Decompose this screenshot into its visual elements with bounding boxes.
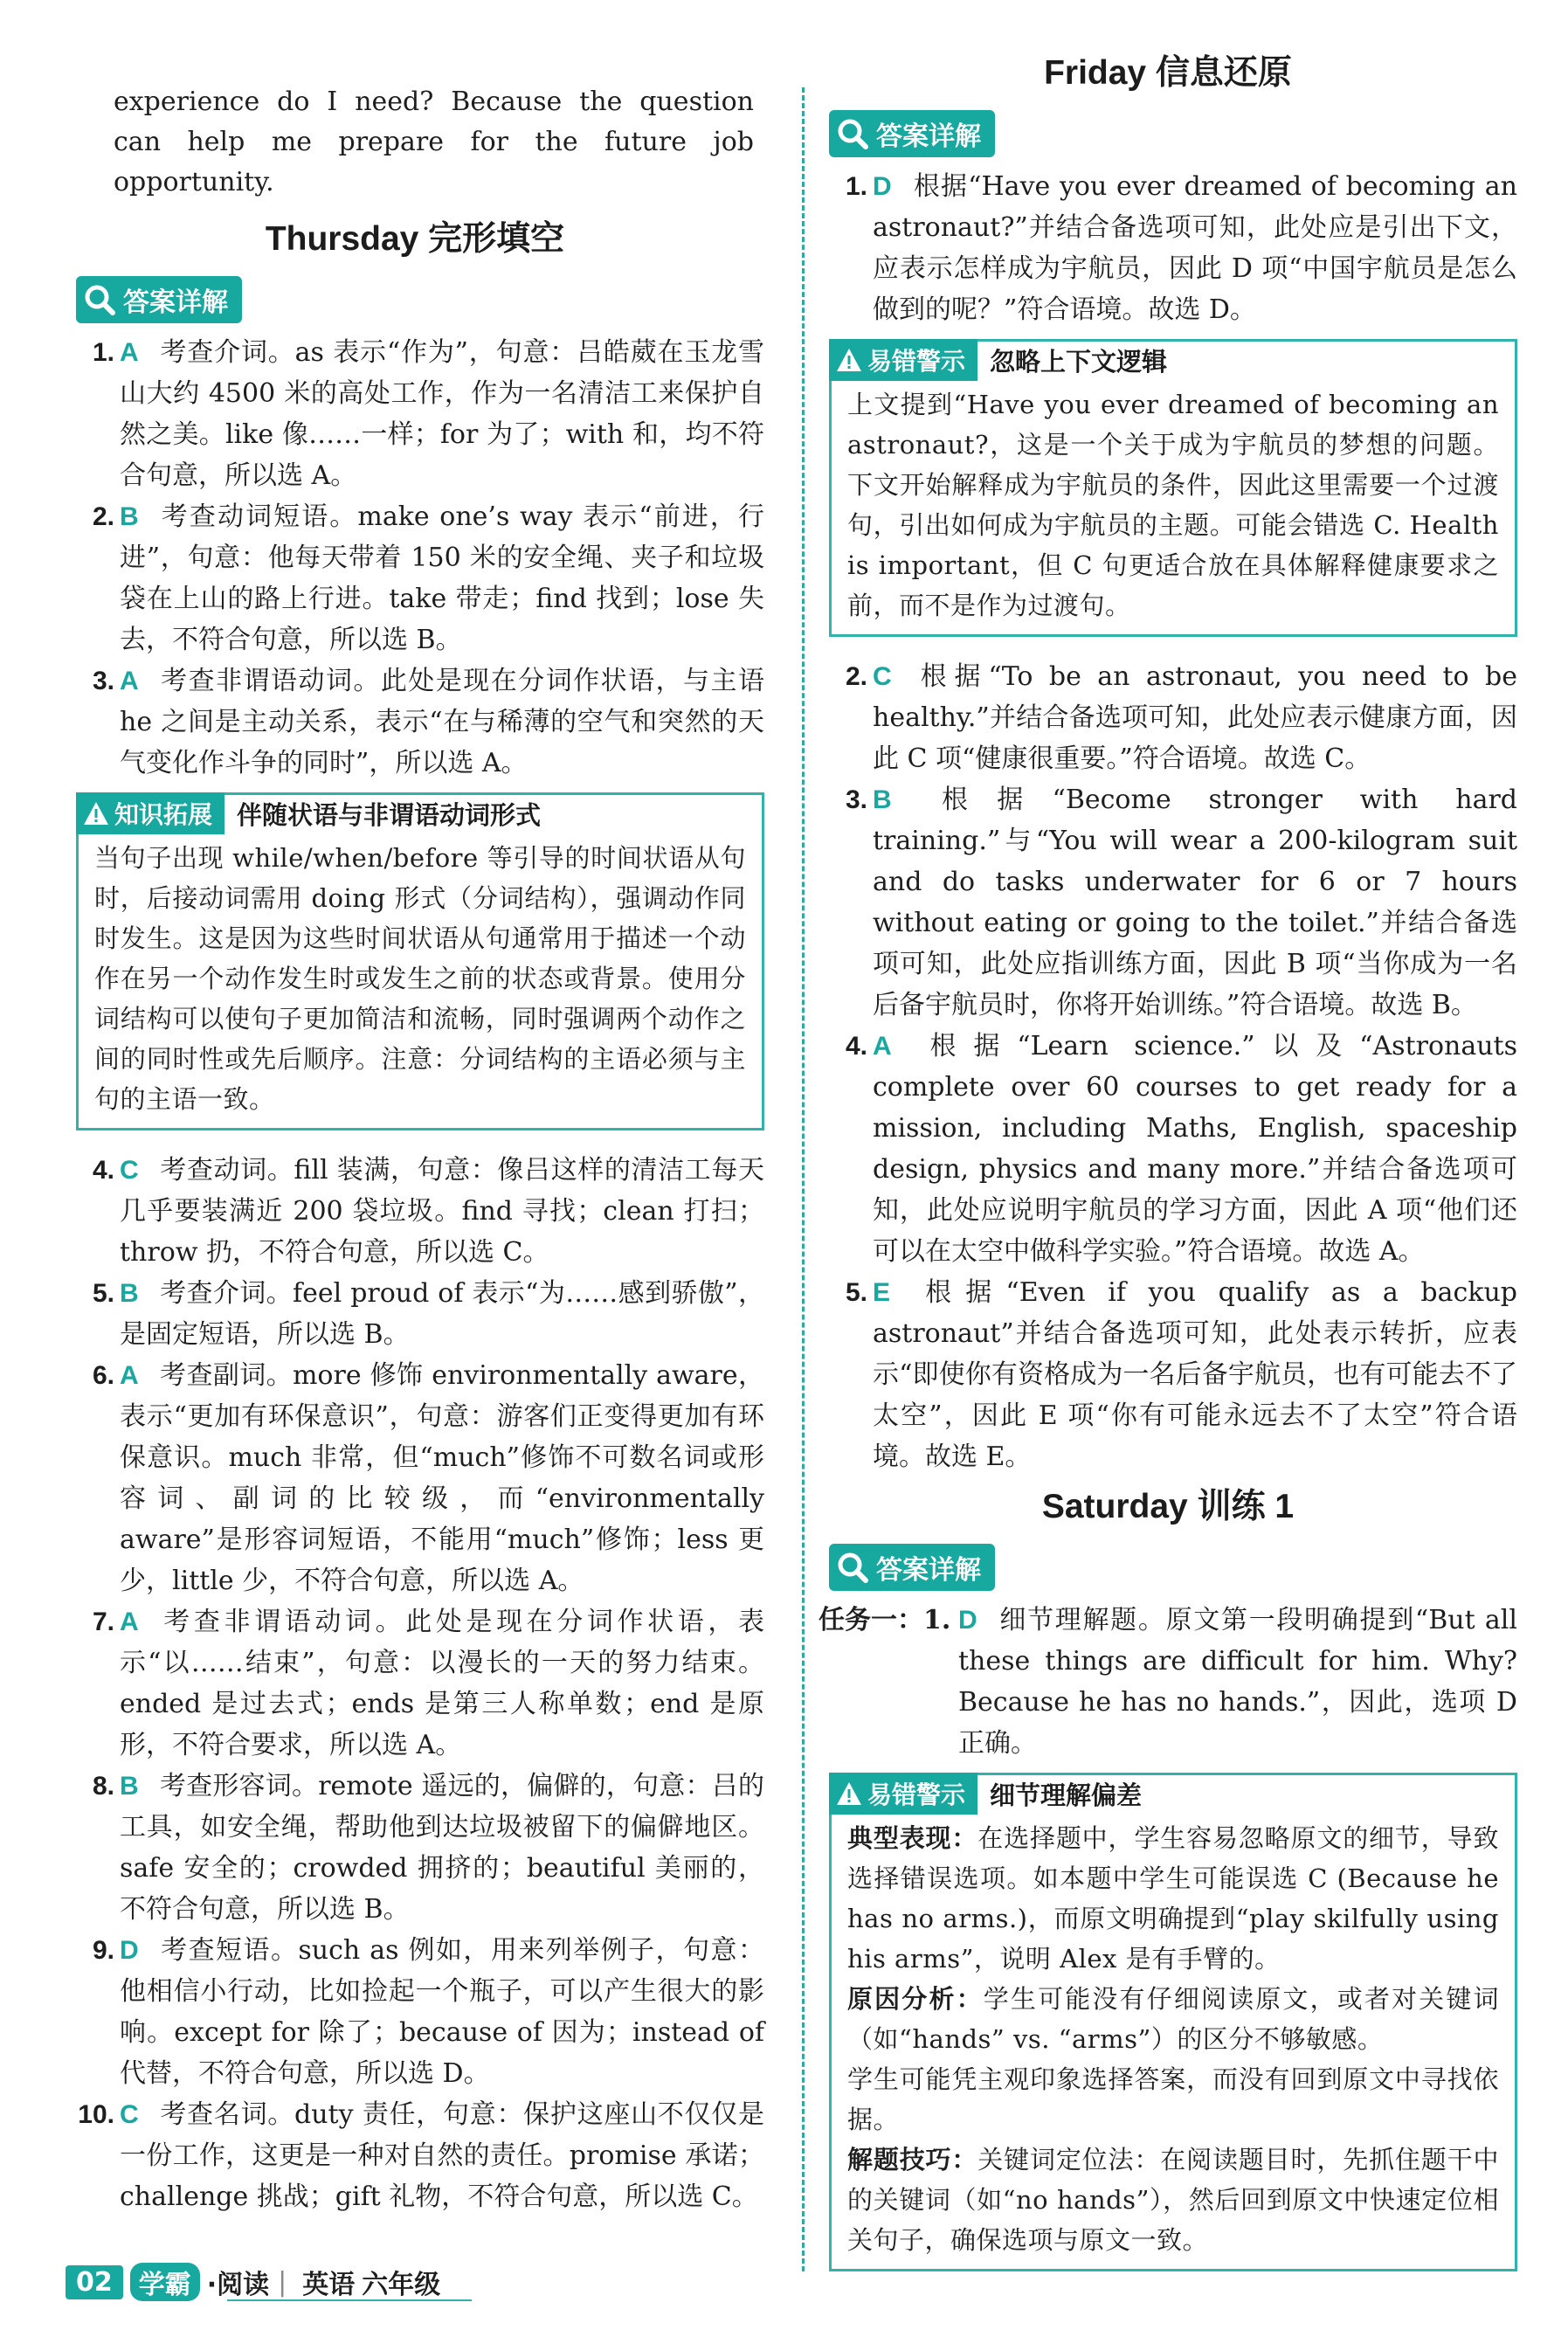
book-name: ·阅读 bbox=[206, 2270, 270, 2300]
explanation-text: 考查非谓语动词。此处是现在分词作状语，表示“以……结束”，句意：以漫长的一天的努力结束。ended 是过去式；ends 是第三人称单数；end 是原形，不符合要求，所以选 A。 bbox=[120, 1607, 764, 1760]
knowledge-box bbox=[76, 792, 764, 1130]
answer-letter: D bbox=[120, 1936, 139, 1965]
knowledge-tag: 知识拓展 bbox=[76, 792, 224, 834]
answer-letter: B bbox=[120, 1772, 139, 1801]
error-body-friday: 上文提到“Have you ever dreamed of becoming an astronaut?，这是一个关于成为宇航员的梦想的问题。下文开始解释成为宇航员的条件，因此这里需要一个过渡句，引出如何成为宇航员的主题。可能会错选 C. Health is important，但 C 句更适合放在具体解释健康要求之前，而不是作为过渡句。 bbox=[847, 390, 1499, 620]
brand-logo: 学霸 bbox=[130, 2263, 200, 2301]
item-number: 6. bbox=[92, 1361, 114, 1390]
left-column bbox=[66, 86, 764, 2217]
warning-icon bbox=[83, 800, 109, 826]
answer-badge-friday: 答案详解 bbox=[829, 110, 995, 157]
answer-item bbox=[76, 1273, 764, 1355]
answer-letter: D bbox=[873, 172, 892, 201]
error-title-friday: 忽略上下文逻辑 bbox=[990, 346, 1168, 377]
explanation-text: 根据“Learn science.”以及“Astronauts complete over 60 courses to get ready for a mission, including Maths, English, spaceship design, physics and many more.”并结合备选项可知，此处应说明宇航员的学习方面，因此 A 项“他们还可以在太空中做科学实验。”符合语境。故选 A。 bbox=[873, 1031, 1517, 1267]
answer-letter: A bbox=[120, 667, 139, 695]
item-number: 3. bbox=[845, 785, 867, 814]
task-text: 细节理解题。原文第一段明确提到“But all these things are difficult for him. Why? Because he has no hands.”，因此，选项 D 正确。 bbox=[958, 1605, 1517, 1759]
thursday-answers-b bbox=[66, 1150, 764, 2217]
answer-letter: E bbox=[873, 1278, 891, 1307]
explanation-text: 考查短语。such as 例如，用来列举例子，句意：他相信小行动，比如捡起一个瓶子，可以产生很大的影响。except for 除了；because of 因为；instead of 代替，不符合句意，所以选 D。 bbox=[120, 1935, 764, 2089]
magnifier-icon bbox=[83, 283, 116, 316]
task-one bbox=[819, 1600, 1517, 1764]
answer-item bbox=[829, 166, 1517, 330]
subject: 英语 bbox=[302, 2270, 356, 2300]
answer-item bbox=[829, 779, 1517, 1026]
page-footer: 02 学霸 ·阅读 | 英语 六年级 bbox=[66, 2263, 440, 2301]
answer-letter: B bbox=[120, 502, 139, 531]
item-number: 5. bbox=[92, 1279, 114, 1308]
answer-letter: A bbox=[120, 1607, 139, 1636]
answer-item bbox=[76, 1930, 764, 2094]
error-box-saturday bbox=[829, 1773, 1517, 2271]
warning-icon bbox=[836, 1780, 862, 1807]
cause-label: 原因分析： bbox=[847, 1984, 984, 2014]
explanation-text: 考查介词。as 表示“作为”，句意：吕皓葳在玉龙雪山大约 4500 米的高处工作，作为一名清洁工来保护自然之美。like 像……一样；for 为了；with 和，均不符合句意，所以选 A。 bbox=[120, 337, 764, 491]
explanation-text: 考查非谓语动词。此处是现在分词作状语，与主语 he 之间是主动关系，表示“在与稀薄的空气和突然的天气变化作斗争的同时”，所以选 A。 bbox=[120, 666, 764, 778]
item-number: 4. bbox=[845, 1032, 867, 1061]
item-number: 1. bbox=[845, 172, 867, 201]
answer-letter: A bbox=[120, 1361, 139, 1390]
thursday-title: Thursday 完形填空 bbox=[265, 220, 565, 258]
answer-item bbox=[76, 496, 764, 660]
answer-letter: C bbox=[873, 662, 892, 691]
answer-item bbox=[76, 1601, 764, 1766]
saturday-title: Saturday 训练 1 bbox=[1041, 1488, 1295, 1525]
footer-underline bbox=[227, 2299, 472, 2301]
intro-text: experience do I need? Because the question can help me prepare for the future job opportunity. bbox=[114, 86, 754, 197]
answer-letter: D bbox=[958, 1606, 977, 1635]
friday-title: Friday 信息还原 bbox=[1044, 54, 1292, 92]
answer-item bbox=[76, 1355, 764, 1601]
explanation-text: 考查副词。more 修饰 environmentally aware，表示“更加有环保意识”，句意：游客们正变得更加有环保意识。much 非常，但“much”修饰不可数名词或形容词、副词的比较级，而“environmentally aware”是形容词短语，不能用“much”修饰；less 更少，little 少，不符合句意，所以选 A。 bbox=[120, 1360, 764, 1596]
friday-answers-a bbox=[819, 166, 1517, 330]
explanation-text: 考查形容词。remote 遥远的，偏僻的，句意：吕的工具，如安全绳，帮助他到达垃圾被留下的偏僻地区。safe 安全的；crowded 拥挤的；beautiful 美丽的，不符合句意，所以选 B。 bbox=[120, 1771, 764, 1925]
answer-letter: C bbox=[120, 2100, 139, 2129]
explanation-text: 考查动词。fill 装满，句意：像吕这样的清洁工每天几乎要装满近 200 袋垃圾。find 寻找；clean 打扫；throw 扔，不符合句意，所以选 C。 bbox=[120, 1155, 764, 1268]
error-title-saturday: 细节理解偏差 bbox=[990, 1780, 1143, 1810]
answer-item bbox=[76, 660, 764, 784]
explanation-text: 根据“Have you ever dreamed of becoming an astronaut?”并结合备选项可知，此处应是引出下文，应表示怎样成为宇航员，因此 D 项“中国宇航员是怎么做到的呢？”符合语境。故选 D。 bbox=[873, 171, 1517, 325]
right-column bbox=[819, 54, 1517, 2291]
error-body-saturday: 典型表现：在选择题中，学生容易忽略原文的细节，导致选择错误选项。如本题中学生可能误选 C (Because he has no arms.)，而原文明确提到“play skilfully using his arms”，说明 Alex 是有手臂的。 原因分析：学生可能没有仔细阅读原文，或者对关键词（如“hands” vs. “arms”）的区分不够敏感。 学生可能凭主观印象选择答案，而没有回到原文中寻找依据。 解题技巧：关键词定位法：在阅读题目时，先抓住题干中的关键词（如“no hands”），然后回到原文中快速定位相关句子，确保选项与原文一致。 bbox=[847, 1823, 1499, 2255]
knowledge-title: 伴随状语与非谓语动词形式 bbox=[237, 799, 542, 830]
error-tag: 易错警示 bbox=[829, 339, 977, 381]
item-number: 10. bbox=[78, 2100, 114, 2129]
answer-item bbox=[76, 332, 764, 496]
magnifier-icon bbox=[836, 117, 869, 150]
technique-label: 解题技巧： bbox=[847, 2145, 978, 2174]
warning-icon bbox=[836, 347, 862, 373]
explanation-text: 考查介词。feel proud of 表示“为……感到骄傲”，是固定短语，所以选 B。 bbox=[120, 1278, 764, 1350]
item-number: 2. bbox=[845, 662, 867, 691]
answer-letter: A bbox=[120, 338, 139, 367]
knowledge-body: 当句子出现 while/when/before 等引导的时间状语从句时，后接动词需用 doing 形式（分词结构），强调动作同时发生。这是因为这些时间状语从句通常用于描述一个动作在另一个动作发生时或发生之前的状态或背景。使用分词结构可以使句子更加简洁和流畅，同时强调两个动作之间的同时性或先后顺序。注意：分词结构的主语必须与主句的主语一致。 bbox=[94, 843, 746, 1114]
answer-letter: C bbox=[120, 1156, 139, 1185]
explanation-text: 考查名词。duty 责任，句意：保护这座山不仅仅是一份工作，这更是一种对自然的责任。promise 承诺；challenge 挑战；gift 礼物，不符合句意，所以选 C。 bbox=[120, 2099, 764, 2212]
explanation-text: 根据“Become stronger with hard training.”与“You will wear a 200-kilogram suit and do tasks underwater for 6 or 7 hours without eating or going to the toilet.”并结合备选项可知，此处应指训练方面，因此 B 项“当你成为一名后备宇航员时，你将开始训练。”符合语境。故选 B。 bbox=[873, 785, 1517, 1020]
answer-badge-saturday: 答案详解 bbox=[829, 1544, 995, 1591]
item-number: 3. bbox=[92, 667, 114, 695]
answer-letter: B bbox=[873, 785, 892, 814]
answer-item bbox=[76, 2094, 764, 2217]
answer-item bbox=[76, 1150, 764, 1273]
explanation-text: 根据“To be an astronaut, you need to be healthy.”并结合备选项可知，此处应表示健康方面，因此 C 项“健康很重要。”符合语境。故选 C。 bbox=[873, 661, 1517, 774]
thursday-answers-a bbox=[66, 332, 764, 784]
error-tag: 易错警示 bbox=[829, 1773, 977, 1815]
item-number: 8. bbox=[92, 1772, 114, 1801]
friday-answers-b bbox=[819, 656, 1517, 1477]
column-divider bbox=[802, 87, 805, 2271]
grade: 六年级 bbox=[362, 2270, 441, 2300]
answer-badge-thursday: 答案详解 bbox=[76, 276, 242, 323]
answer-item bbox=[76, 1766, 764, 1930]
typical-label: 典型表现： bbox=[847, 1823, 978, 1853]
answer-letter: B bbox=[120, 1279, 139, 1308]
page-number: 02 bbox=[66, 2265, 123, 2299]
task-label: 任务一：1. bbox=[819, 1605, 951, 1635]
explanation-text: 考查动词短语。make one’s way 表示“前进，行进”，句意：他每天带着 150 米的安全绳、夹子和垃圾袋在上山的路上行进。take 带走；find 找到；lose 失去，不符合句意，所以选 B。 bbox=[120, 501, 764, 655]
answer-item bbox=[829, 656, 1517, 779]
item-number: 9. bbox=[92, 1936, 114, 1965]
item-number: 2. bbox=[92, 502, 114, 531]
answer-letter: A bbox=[873, 1032, 892, 1061]
item-number: 4. bbox=[92, 1156, 114, 1185]
answer-item bbox=[829, 1026, 1517, 1272]
magnifier-icon bbox=[836, 1551, 869, 1584]
item-number: 7. bbox=[92, 1607, 114, 1636]
answer-item bbox=[829, 1272, 1517, 1477]
item-number: 1. bbox=[92, 338, 114, 367]
item-number: 5. bbox=[845, 1278, 867, 1307]
error-box-friday bbox=[829, 339, 1517, 637]
explanation-text: 根据“Even if you qualify as a backup astronaut”并结合备选项可知，此处表示转折，应表示“即使你有资格成为一名后备宇航员，也有可能去不了太空”，因此 E 项“你有可能永远去不了太空”符合语境。故选 E。 bbox=[873, 1277, 1517, 1472]
